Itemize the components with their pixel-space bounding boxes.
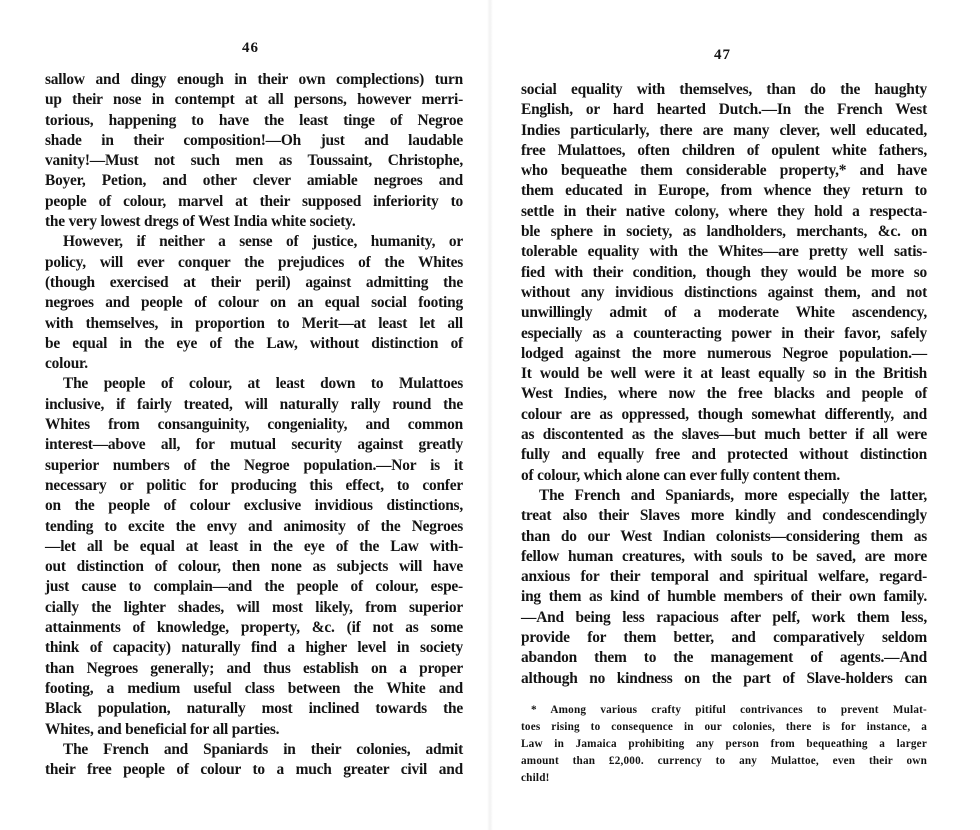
text-line: anxious for their temporal and spiritual welfare, regard- [521,568,927,586]
text-line: them educated in Europe, from whence they return to [521,182,927,200]
page-number: 47 [714,47,731,63]
text-line: be equal in the eye of the Law, without distinction of [45,334,463,352]
text-line: social equality with themselves, than do the haughty [521,81,927,98]
footnote-line: toes rising to consequence in our colonies, there is for instance, a [521,721,927,733]
footnote-line: amount than £2,000. currency to any Mulattoe, even their own [521,755,927,767]
footnote [521,702,927,787]
text-line: than Negroes generally; and thus establish on a proper [45,659,463,677]
text-line: superior numbers of the Negroe population.—Nor is it [45,456,463,474]
page-number: 46 [242,40,259,56]
text-line: fellow human creatures, with souls to be saved, are more [521,547,927,565]
text-line: Indies particularly, there are many clever, well educated, [521,121,927,139]
body-text [45,70,463,780]
text-line: ing them as kind of humble members of their own family. [521,588,927,606]
right-page [490,0,980,830]
text-line: (though exercised at their peril) against admitting the [45,273,463,291]
text-line: The people of colour, at least down to Mulattoes [63,375,463,393]
text-line: up their nose in contempt at all persons, however merri- [45,91,463,109]
text-line: West Indies, where now the free blacks and people of [521,385,927,403]
text-line: The French and Spaniards, more especially the latter, [539,486,927,504]
text-line: their free people of colour to a much greater civil and [45,761,463,779]
text-line: tending to excite the envy and animosity of the Negroes [45,517,463,535]
text-line: without any invidious distinctions against them, and not [521,283,927,301]
text-line: English, or hard hearted Dutch.—In the French West [521,101,927,119]
text-line: settle in their native colony, where they hold a respecta- [521,202,927,220]
text-line: ble sphere in society, as landholders, merchants, &c. on [521,223,927,241]
text-line: colour are as oppressed, though somewhat differently, and [521,405,927,423]
text-line: necessary or politic for producing this effect, to confer [45,476,463,494]
text-line: unwillingly admit of a moderate White ascendency, [521,304,927,322]
text-line: The French and Spaniards in their colonies, admit [63,740,463,758]
text-line: of colour, which alone can ever fully content them. [521,466,840,484]
text-line: as discontented as the slaves—but much better if all were [521,426,927,444]
text-line: footing, a medium useful class between the White and [45,679,463,697]
text-line: out distinction of colour, then none as subjects will have [45,558,463,576]
text-line: lodged against the more numerous Negroe population.— [521,344,927,362]
text-line: negroes and people of colour on an equal social footing [45,294,463,312]
text-line: abandon them to the management of agents.—And [521,649,927,667]
text-line: sallow and dingy enough in their own complections) turn [45,71,463,88]
text-line: —let all be equal at least in the eye of the Law with- [45,537,463,555]
body-text [521,80,927,689]
text-line: It would be well were it at least equally so in the British [521,365,927,383]
text-line: treat also their Slaves more kindly and condescendingly [521,507,927,525]
text-line: cially the lighter shades, will most likely, from superior [45,598,463,616]
text-line: who bequeathe them considerable property,* and have [521,162,927,180]
text-line: Whites from consanguinity, congeniality, and common [45,416,463,434]
text-line: policy, will ever conquer the prejudices of the Whites [45,253,463,271]
text-line: Boyer, Petion, and other clever amiable negroes and [45,172,463,190]
text-line: although no kindness on the part of Slave-holders can [521,669,927,687]
footnote-line: Law in Jamaica prohibiting any person from bequeathing a larger [521,738,927,750]
text-line: the very lowest dregs of West India white society. [45,213,356,231]
text-line: inclusive, if fairly treated, will naturally rally round the [45,395,463,413]
text-line: with themselves, in proportion to Merit—at least let all [45,314,463,332]
text-line: think of capacity) naturally find a higher level in society [45,639,463,657]
text-line: colour. [45,355,88,373]
text-line: especially as a counteracting power in their favor, safely [521,324,927,342]
text-line: on the people of colour exclusive invidious distinctions, [45,497,463,515]
text-line: Whites, and beneficial for all parties. [45,720,280,738]
text-line: fied with their condition, though they would be more so [521,263,927,281]
text-line: torious, happening to have the least tinge of Negroe [45,111,463,129]
text-line: interest—above all, for mutual security against greatly [45,436,463,454]
text-line: provide for them better, and comparatively seldom [521,629,927,647]
text-line: people of colour, marvel at their supposed inferiority to [45,192,463,210]
text-line: free Mulattoes, often children of opulent white fathers, [521,141,927,159]
footnote-line: * Among various crafty pitiful contrivances to prevent Mulat- [531,704,927,716]
text-line: attainments of knowledge, property, &c. (if not as some [45,619,463,637]
text-line: than do our West Indian colonists—considering them as [521,527,927,545]
text-line: tolerable equality with the Whites—are pretty well satis- [521,243,927,261]
text-line: just cause to complain—and the people of colour, espe- [45,578,463,596]
text-line: —And being less rapacious after pelf, work them less, [521,608,927,626]
text-line: shade in their composition!—Oh just and laudable [45,131,463,149]
text-line: fully and equally free and protected without distinction [521,446,927,464]
text-line: vanity!—Must not such men as Toussaint, Christophe, [45,152,463,170]
text-line: Black population, naturally most inclined towards the [45,700,463,718]
text-line: However, if neither a sense of justice, humanity, or [63,233,463,251]
footnote-line: child! [521,772,550,784]
